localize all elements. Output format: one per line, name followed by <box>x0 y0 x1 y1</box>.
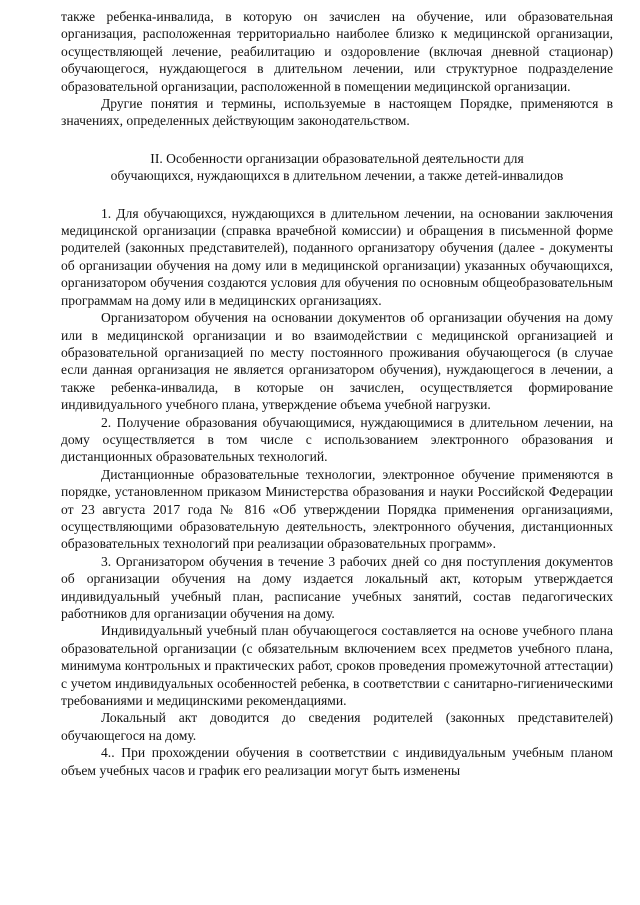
document-page <box>61 8 613 779</box>
paragraph-continuation: также ребенка-инвалида, в которую он зачислен на обучение, или образовательная организация, расположенная территориально наиболее близко к медицинской организации, осуществляющей лечение, реабилитацию и оздоровление (включая дневной стационар) обучающегося, нуждающегося в длительном лечении, или структурное подразделение образовательной организации, расположенной в помещении медицинской организации. <box>61 9 613 94</box>
paragraph-3-plan: Индивидуальный учебный план обучающегося составляется на основе учебного плана образовательной организации (с обязательным включением всех предметов учебного плана, минимума контрольных и практических работ, сроков проведения промежуточной аттестации) с учетом индивидуальных особенностей ребенка, в соответствии с санитарно-гигиеническими требованиями и медицинскими рекомендациями. <box>61 623 613 709</box>
section-heading-line-1: II. Особенности организации образовательной деятельности для <box>150 150 524 166</box>
paragraph-1-continued: Организатором обучения на основании документов об организации обучения на дому или в медицинской организации и во взаимодействии с медицинской организацией и образовательной организацией по месту постоянного проживания обучающегося (в случае если данная организация не является организатором обучения), нуждающегося в лечении, а также ребенка-инвалида, в которые он зачислен, осуществляется формирование индивидуального учебного плана, утверждение объема учебной нагрузки. <box>61 310 613 413</box>
paragraph-3-local-act: Локальный акт доводится до сведения родителей (законных представителей) обучающегося на дому. <box>61 710 613 743</box>
section-heading <box>61 150 613 185</box>
paragraph-3: 3. Организатором обучения в течение 3 рабочих дней со дня поступления документов об организации обучения на дому издается локальный акт, которым утверждается индивидуальный учебный план, расписание учебных занятий, состав педагогических работников для организации обучения на дому. <box>61 553 613 621</box>
paragraph-definitions: Другие понятия и термины, используемые в настоящем Порядке, применяются в значениях, определенных действующим законодательством. <box>61 96 613 129</box>
paragraph-2-continued: Дистанционные образовательные технологии, электронное обучение применяются в порядке, установленном приказом Министерства образования и науки Российской Федерации от 23 августа 2017 года № 816 «Об утверждении Порядка применения организациями, осуществляющими образовательную деятельность, электронного обучения, дистанционных образовательных технологий при реализации образовательных программ». <box>61 466 613 552</box>
paragraph-2: 2. Получение образования обучающимися, нуждающимися в длительном лечении, на дому осуществляется в том числе с использованием электронного образования и дистанционных образовательных технологий. <box>61 414 613 465</box>
paragraph-1: 1. Для обучающихся, нуждающихся в длительном лечении, на основании заключения медицинской организации (справка врачебной комиссии) и обращения в письменной форме родителей (законных представителей), поданного организатору обучения (далее - документы об организации обучения на дому или в медицинской организации) указанных обучающихся, организатором обучения создаются условия для обучения по основным общеобразовательным программам на дому или в медицинских организациях. <box>61 205 613 308</box>
paragraph-4: 4.. При прохождении обучения в соответствии с индивидуальным учебным планом объем учебных часов и график его реализации могут быть изменены <box>61 745 613 778</box>
section-heading-line-2: обучающихся, нуждающихся в длительном лечении, а также детей-инвалидов <box>110 168 564 184</box>
